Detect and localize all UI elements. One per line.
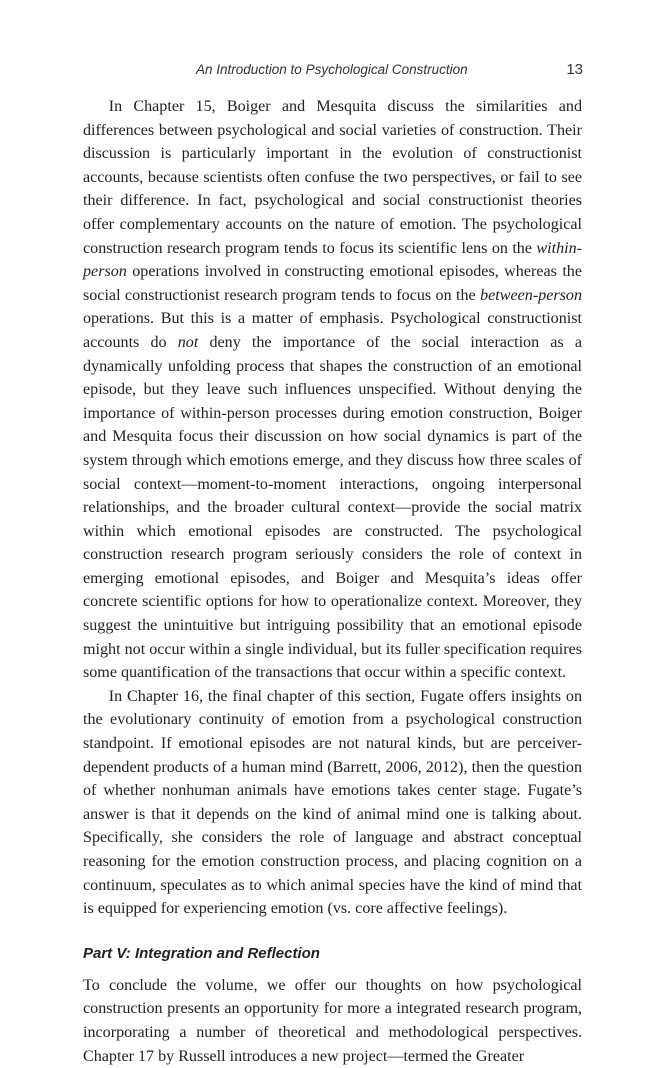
text-run: In Chapter 15, Boiger and Mesquita discuss the similarities and differences between psychological and social varieties of construction. Their discussion is particularly important in the evolution of constructionist accounts, because scientists often confuse the two perspectives, or fail to see their difference. In fact, psychological and social constructionist theories offer complementary accounts on the nature of emotion. The psychological construction research program tends to focus its scientific lens on the xyxy=(83,98,582,257)
text-run: To conclude the volume, we offer our thoughts on how psychological construction presents an opportunity for more a integrated research program, incorporating a number of theoretical and methodological perspectives. Chapter 17 by Russell introduces a new project—termed the Greater xyxy=(83,976,582,1065)
italic-emphasis: not xyxy=(177,333,199,351)
running-head-title: An Introduction to Psychological Construction xyxy=(196,62,468,77)
paragraph-chapter-16 xyxy=(83,685,582,921)
paragraph-chapter-15 xyxy=(83,95,582,685)
text-run: deny the importance of the social interaction as a dynamically unfolding process that shapes the construction of an emotional episode, but they leave such influences unspecified. Without denying the importance of within-person processes during emotion construction, Boiger and Mesquita focus their discussion on how social dynamics is part of the system through which emotions emerge, and they discuss how three scales of social context—moment-to-moment interactions, ongoing interpersonal relationships, and the broader cultural context—provide the social matrix within which emotional episodes are constructed. The psychological construction research program seriously considers the role of context in emerging emotional episodes, and Boiger and Mesquita’s ideas offer concrete scientific options for how to operationalize context. Moreover, they suggest the unintuitive but intriguing possibility that an emotional episode might not occur within a single individual, but its fuller specification requires some quantification of the transactions that occur within a specific context. xyxy=(83,333,582,682)
italic-emphasis: within-person xyxy=(83,239,582,281)
text-run: operations. But this is a matter of emphasis. Psychological constructionist accounts do xyxy=(83,310,582,351)
section-heading: Part V: Integration and Reflection xyxy=(83,944,320,962)
text-run: operations involved in constructing emotional episodes, whereas the social constructionist research program tends to focus on the xyxy=(83,263,582,304)
italic-emphasis: between-person xyxy=(480,286,582,304)
body-text xyxy=(83,95,582,1068)
text-run: In Chapter 16, the final chapter of this section, Fugate offers insights on the evolutionary continuity of emotion from a psychological construction standpoint. If emotional episodes are not natural kinds, but are perceiver-dependent products of a human mind (Barrett, 2006, 2012), then the question of whether nonhuman animals have emotions takes center stage. Fugate’s answer is that it depends on the kind of animal mind one is talking about. Specifically, she considers the role of language and abstract conceptual reasoning for the emotion construction process, and placing cognition on a continuum, speculates as to which animal species have the kind of mind that is equipped for experiencing emotion (vs. core affective feelings). xyxy=(83,687,582,918)
paragraph-conclusion xyxy=(83,974,582,1068)
page-number: 13 xyxy=(566,61,583,78)
